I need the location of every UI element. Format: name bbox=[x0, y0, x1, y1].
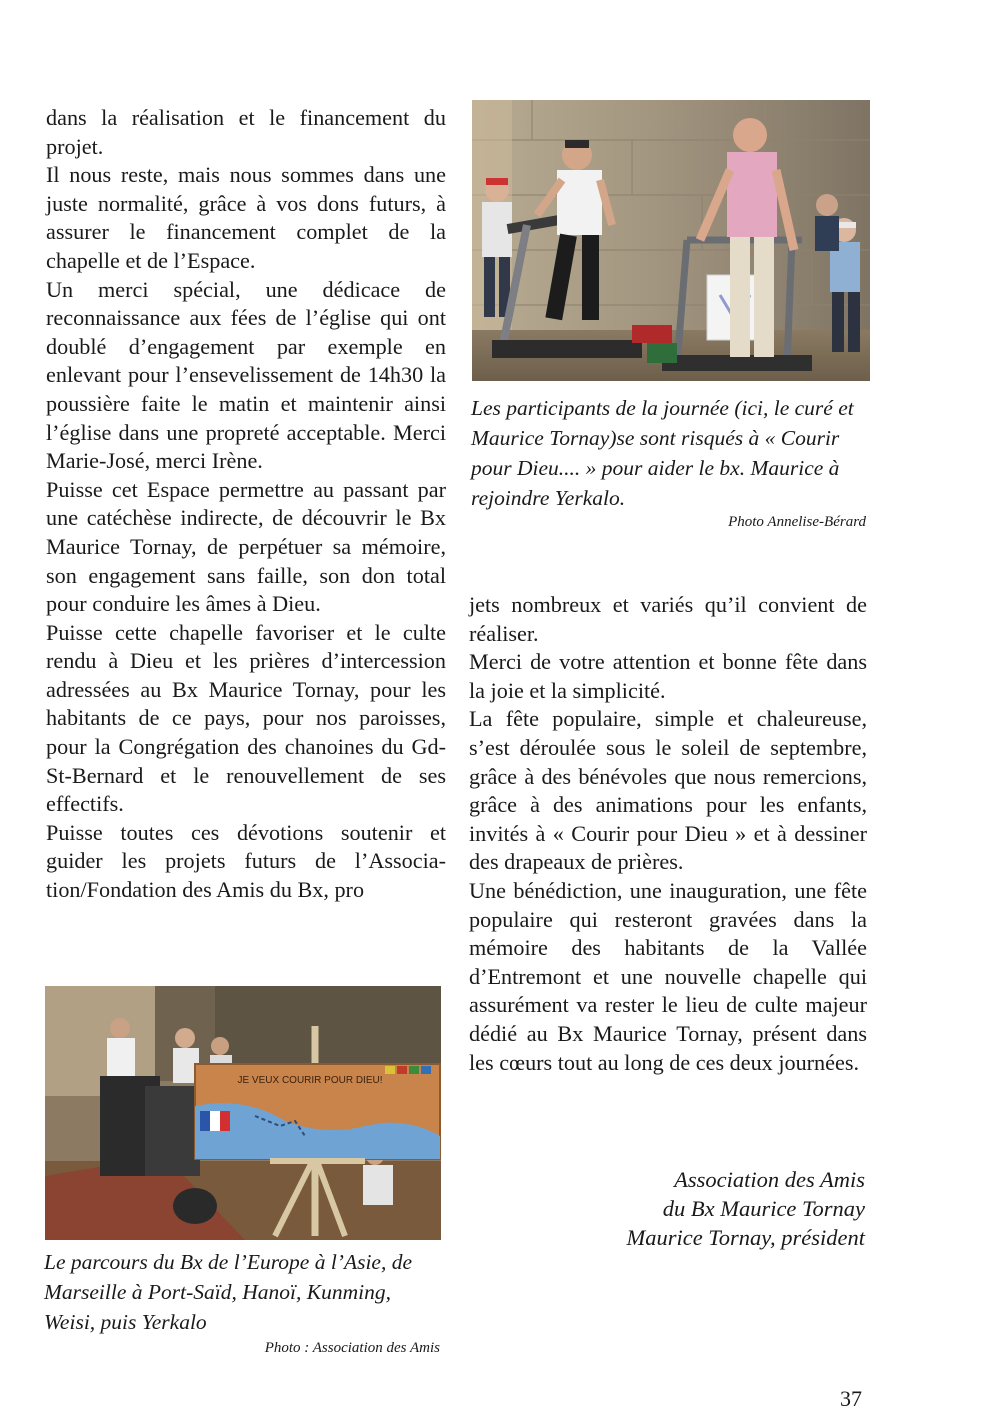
photo-credit: Photo : Association des Amis bbox=[264, 1340, 440, 1356]
sign-text: JE VEUX COURIR POUR DIEU! bbox=[237, 1075, 383, 1086]
signature-line: du Bx Maurice Tornay bbox=[662, 1196, 865, 1221]
page-number: 37 bbox=[840, 1386, 862, 1411]
paragraph: dans la réalisation et le financement du projet. bbox=[46, 105, 446, 159]
paragraph: Merci de votre attention et bonne fête dans la joie et la simplicité. bbox=[469, 649, 867, 703]
paragraph: Une bénédiction, une inauguration, une fête populaire qui resteront gravées dans la mémoire des habitants de la Vallée d’Entremont et une nouvelle chapelle qui assurément va rester le lieu de culte majeur dédié au Bx Maurice Tornay, présent dans les cœurs tout au long de ces deux journées. bbox=[469, 877, 867, 1075]
paragraph: Puisse cette chapelle favoriser et le culte rendu à Dieu et les prières d’intercession adressées au Bx Maurice Tornay, pour les habitants de ce pays, pour nos paroisses, pour la Congrégation des chanoines du Gd-St-Bernard et le renouvellement de ses effectifs. bbox=[46, 619, 446, 817]
map-sign-photo-image bbox=[45, 986, 441, 1240]
signature-line: Association des Amis bbox=[674, 1167, 865, 1192]
signature bbox=[540, 1165, 865, 1252]
right-text-column bbox=[469, 591, 867, 1077]
paragraph: La fête populaire, simple et chaleureuse, s’est déroulée sous le soleil de septembre, grâce à des bénévoles que nous remercions, grâce à des animations pour les enfants, invités à « Courir pour Dieu » et à dessiner des drapeaux de prières. bbox=[469, 706, 867, 875]
paragraph: Il nous reste, mais nous sommes dans une juste normalité, grâce à vos dons futurs, à assurer le financement complet de la chapelle et de l’Espace. bbox=[46, 162, 446, 273]
paragraph: Un merci spécial, une dédicace de reconnaissance aux fées de l’église qui ont doublé d’engagement par exemple en enlevant pour l’ensevelissement de 14h30 la poussière faite le matin et maintenir ainsi l’église dans une propreté acceptable. Merci Marie-José, merci Irène. bbox=[46, 276, 446, 474]
photo-caption: Le parcours du Bx de l’Europe à l’Asie, de Marseille à Port-Saïd, Hanoï, Kunming, Weisi, puis Yerkalo bbox=[44, 1250, 413, 1334]
map-sign-photo bbox=[45, 986, 441, 1240]
paragraph: Puisse toutes ces dévotions soutenir et guider les projets futurs de l’Association/Fondation des Amis du Bx, pro bbox=[46, 819, 446, 903]
paragraph: Puisse cet Espace permettre au passant par une catéchèse indirecte, de découvrir le Bx Maurice Tornay, de perpétuer sa mémoire, son engagement sans faille, son don total pour conduire les âmes à Dieu. bbox=[46, 476, 446, 617]
treadmill-photo-image bbox=[472, 100, 870, 381]
left-text-column bbox=[46, 104, 446, 905]
signature-line: Maurice Tornay, président bbox=[626, 1225, 865, 1250]
treadmill-photo bbox=[472, 100, 870, 381]
photo-credit: Photo Annelise-Bérard bbox=[728, 514, 866, 530]
photo-caption: Les participants de la journée (ici, le curé et Maurice Tornay)se sont risqués à « Courir pour Dieu.... » pour aider le bx. Maurice à rejoindre Yerkalo. bbox=[471, 396, 854, 510]
paragraph: jets nombreux et variés qu’il convient de réaliser. bbox=[469, 592, 867, 646]
